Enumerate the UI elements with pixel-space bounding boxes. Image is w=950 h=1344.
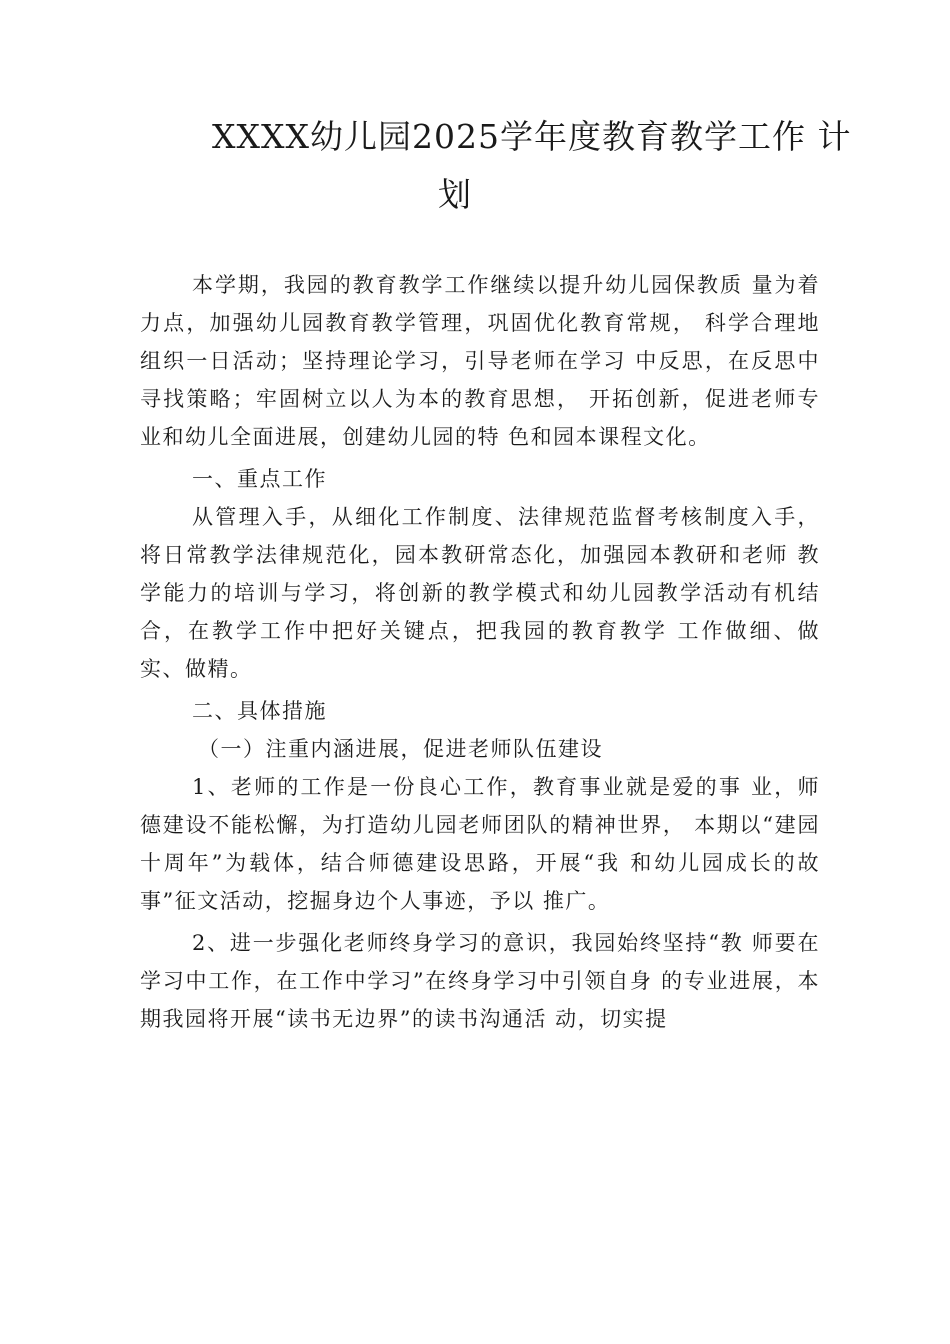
measure-item-1: 1、老师的工作是一份良心工作，教育事业就是爱的事 业，师德建设不能松懈，为打造幼儿园老师团队的精神世界， 本期以“建园十周年”为载体，结合师德建设思路，开展“我 和幼儿园成长的故事”征文活动，挖掘身边个人事迹，予以 推广。: [140, 775, 820, 913]
title-line-1: XXXX幼儿园2025学年度教育教学工作 计: [212, 117, 852, 156]
measure-item-2: 2、进一步强化老师终身学习的意识，我园始终坚持“教 师要在学习中工作，在工作中学习”在终身学习中引领自身 的专业进展，本期我园将开展“读书无边界”的读书沟通活 动，切实提: [140, 931, 820, 1031]
document-body: [140, 266, 820, 1038]
section-heading-key-work: 一、重点工作: [192, 467, 327, 491]
intro-paragraph: 本学期，我园的教育教学工作继续以提升幼儿园保教质 量为着力点，加强幼儿园教育教学管理，巩固优化教育常规， 科学合理地组织一日活动；坚持理论学习，引导老师在学习 中反思，在反思中寻找策略；牢固树立以人为本的教育思想， 开拓创新，促进老师专业和幼儿全面进展，创建幼儿园的特 色和园本课程文化。: [140, 273, 820, 449]
title-line-2: 划: [438, 175, 472, 214]
section-heading-measures: 二、具体措施: [192, 699, 327, 723]
document-title: [140, 108, 852, 224]
subsection-heading-teachers: （一）注重内涵进展，促进老师队伍建设: [198, 737, 603, 761]
key-work-paragraph: 从管理入手，从细化工作制度、法律规范监督考核制度入手， 将日常教学法律规范化，园本教研常态化，加强园本教研和老师 教学能力的培训与学习，将创新的教学模式和幼儿园教学活动有机结合，在教学工作中把好关键点，把我园的教育教学 工作做细、做实、做精。: [140, 505, 820, 681]
